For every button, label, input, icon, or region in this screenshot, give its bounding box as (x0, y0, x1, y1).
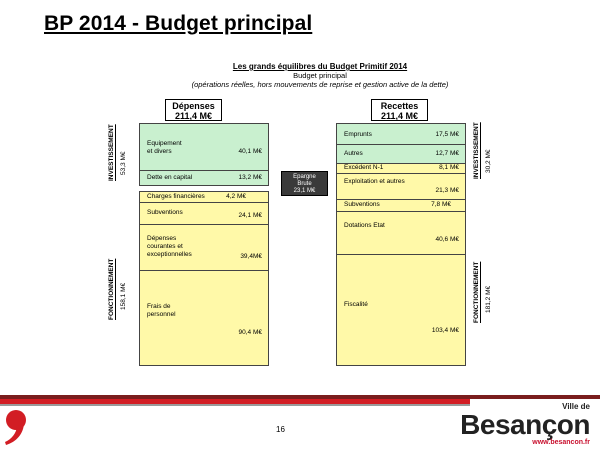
brand-url: www.besancon.fr (532, 439, 590, 446)
diagram-subtitle-detail: (opérations réelles, hors mouvements de reprise et gestion active de la dette) (191, 80, 449, 89)
brand-name: Besançon (460, 409, 590, 440)
item-label: Charges financières (147, 193, 205, 200)
item-value: 90,4 M€ (238, 329, 262, 336)
item-value: 40,1 M€ (238, 148, 262, 155)
epargne-label-2: Brute (297, 181, 312, 187)
depenses-fonctionnement-amount: 158,1 M€ (120, 282, 127, 310)
item-label: Dotations Etat (344, 222, 385, 229)
item-value: 21,3 M€ (435, 187, 459, 194)
item-label: Dette en capital (147, 174, 193, 181)
recettes-item (336, 200, 466, 212)
depenses-fonctionnement-label: FONCTIONNEMENT (108, 258, 115, 320)
item-label: Excédent N-1 (344, 164, 384, 171)
slide-title: BP 2014 - Budget principal (44, 12, 313, 35)
brand-ville-de: Ville de (562, 402, 590, 411)
depenses-item (139, 225, 269, 271)
recettes-item (336, 123, 466, 145)
depenses-item (139, 203, 269, 225)
recettes-fonctionnement-amount: 181,2 M€ (485, 285, 492, 313)
item-value: 13,2 M€ (238, 174, 262, 181)
item-label: Subventions (344, 201, 380, 208)
item-label: Frais de personnel (147, 303, 176, 318)
recettes-fonctionnement-label: FONCTIONNEMENT (473, 261, 480, 323)
depenses-column (139, 123, 269, 366)
item-value: 24,1 M€ (238, 212, 262, 219)
item-value: 7,8 M€ (431, 201, 451, 208)
page-number: 16 (276, 425, 285, 434)
diagram-subtitle: Budget principal (293, 71, 347, 80)
diagram-title: Les grands équilibres du Budget Primitif 2014 (232, 62, 408, 71)
recettes-item (336, 212, 466, 255)
item-label: Autres (344, 150, 363, 157)
item-label: Emprunts (344, 131, 372, 138)
recettes-investissement-label: INVESTISSEMENT (473, 122, 480, 179)
comma-logo-icon (2, 408, 28, 450)
item-value: 103,4 M€ (431, 327, 459, 334)
recettes-column (336, 123, 466, 366)
depenses-investissement-label: INVESTISSEMENT (108, 124, 115, 181)
item-label: Subventions (147, 209, 183, 216)
item-label: Equipement et divers (147, 140, 182, 155)
epargne-label: Epargne (293, 174, 316, 180)
item-value: 4,2 M€ (226, 193, 246, 200)
recettes-item (336, 255, 466, 366)
depenses-total: 211,4 M€ (174, 111, 213, 121)
recettes-investissement-amount: 30,2 M€ (485, 149, 492, 173)
item-value: 8,1 M€ (439, 164, 459, 171)
depenses-item (139, 123, 269, 171)
recettes-total-box (371, 99, 428, 121)
item-label: Fiscalité (344, 301, 368, 308)
recettes-item (336, 164, 466, 174)
item-label: Dépenses courantes et exceptionnelles (147, 235, 192, 258)
depenses-total-box (165, 99, 222, 121)
item-value: 17,5 M€ (435, 131, 459, 138)
epargne-brute-box (281, 171, 328, 196)
depenses-investissement-amount: 53,3 M€ (120, 151, 127, 175)
depenses-item (139, 191, 269, 203)
item-label: Exploitation et autres (344, 178, 405, 185)
depenses-label: Dépenses (172, 101, 215, 111)
depenses-item (139, 171, 269, 186)
item-value: 39,4M€ (240, 253, 262, 260)
epargne-value: 23,1 M€ (293, 188, 316, 194)
item-value: 40,6 M€ (435, 236, 459, 243)
recettes-label: Recettes (380, 101, 419, 111)
footer-bar-grey (0, 404, 470, 406)
recettes-total: 211,4 M€ (380, 111, 419, 121)
depenses-item (139, 271, 269, 366)
recettes-item (336, 174, 466, 200)
recettes-item (336, 145, 466, 164)
item-value: 12,7 M€ (435, 150, 459, 157)
besancon-logo (460, 402, 590, 446)
